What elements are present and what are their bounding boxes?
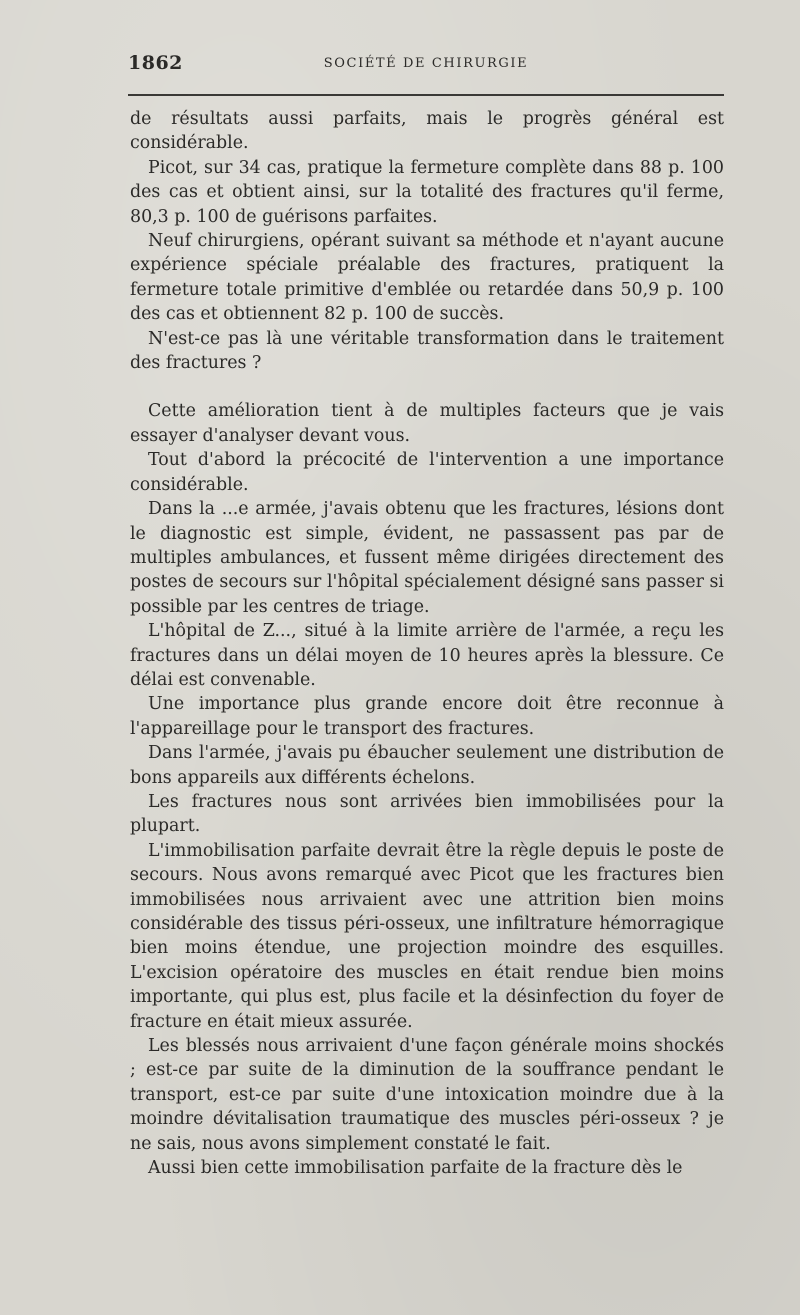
header-title: SOCIÉTÉ DE CHIRURGIE [323,56,529,71]
paragraph: Cette amélioration tient à de multiples facteurs que je vais essayer d'analyser devant vous. [130,401,724,446]
paragraph: N'est-ce pas là une véritable transformation dans le traitement des fractures ? [130,328,724,374]
paragraph: Les blessés nous arrivaient d'une façon générale moins shockés ; est-ce par suite de la diminution de la souffrance pendant le transport, est-ce par suite d'une intoxication moindre due à la moindre dévitalisation traumatique des muscles péri-osseux ? je ne sais, nous avons simplement constaté le fait. [130,1036,724,1154]
paragraph: Les fractures nous sont arrivées bien immobilisées pour la plupart. [130,791,724,837]
paragraph: Picot, sur 34 cas, pratique la fermeture complète dans 88 p. 100 des cas et obtient ainsi, sur la totalité des fractures qu'il ferme, 80,3 p. 100 de guérisons parfaites. [130,157,724,227]
paragraph: L'immobilisation parfaite devrait être la règle depuis le poste de secours. Nous avons remarqué avec Picot que les fractures bien immobilisées nous arrivaient avec une attrition bien moins considérable des tissus péri-osseux, une infiltrature hémorragique bien moins étendue, une projection moindre des esquilles. L'excision opératoire des muscles en était rendue bien moins importante, qui plus est, plus facile et la désinfection du foyer de fracture en était mieux assurée. [130,840,724,1032]
paragraph: Neuf chirurgiens, opérant suivant sa méthode et n'ayant aucune expérience spéciale préalable des fractures, pratiquent la fermeture totale primitive d'emblée ou retardée dans 50,9 p. 100 des cas et obtiennent 82 p. 100 de succès. [130,231,724,325]
paragraph: Dans l'armée, j'avais pu ébaucher seulement une distribution de bons appareils aux différents échelons. [130,743,724,788]
paragraph: L'hôpital de Z..., situé à la limite arrière de l'armée, a reçu les fractures dans un délai moyen de 10 heures après la blessure. Ce délai est convenable. [130,621,724,690]
page-number: 1862 [128,52,183,74]
paragraph: Dans la ...e armée, j'avais obtenu que les fractures, lésions dont le diagnostic est simple, évident, ne passassent pas par de multiples ambulances, et fussent même dirigées directement des postes de secours sur l'hôpital spécialement désigné sans passer si possible par les centres de triage. [130,499,724,617]
body-text [130,107,724,1180]
header-rule [128,94,724,96]
paragraph: Aussi bien cette immobilisation parfaite de la fracture dès le [148,1158,683,1179]
paragraph: Une importance plus grande encore doit être reconnue à l'appareillage pour le transport des fractures. [130,694,724,739]
paragraph: de résultats aussi parfaits, mais le progrès général est considérable. [130,109,724,154]
running-head [128,52,724,82]
paragraph: Tout d'abord la précocité de l'intervention a une importance considérable. [130,450,724,495]
